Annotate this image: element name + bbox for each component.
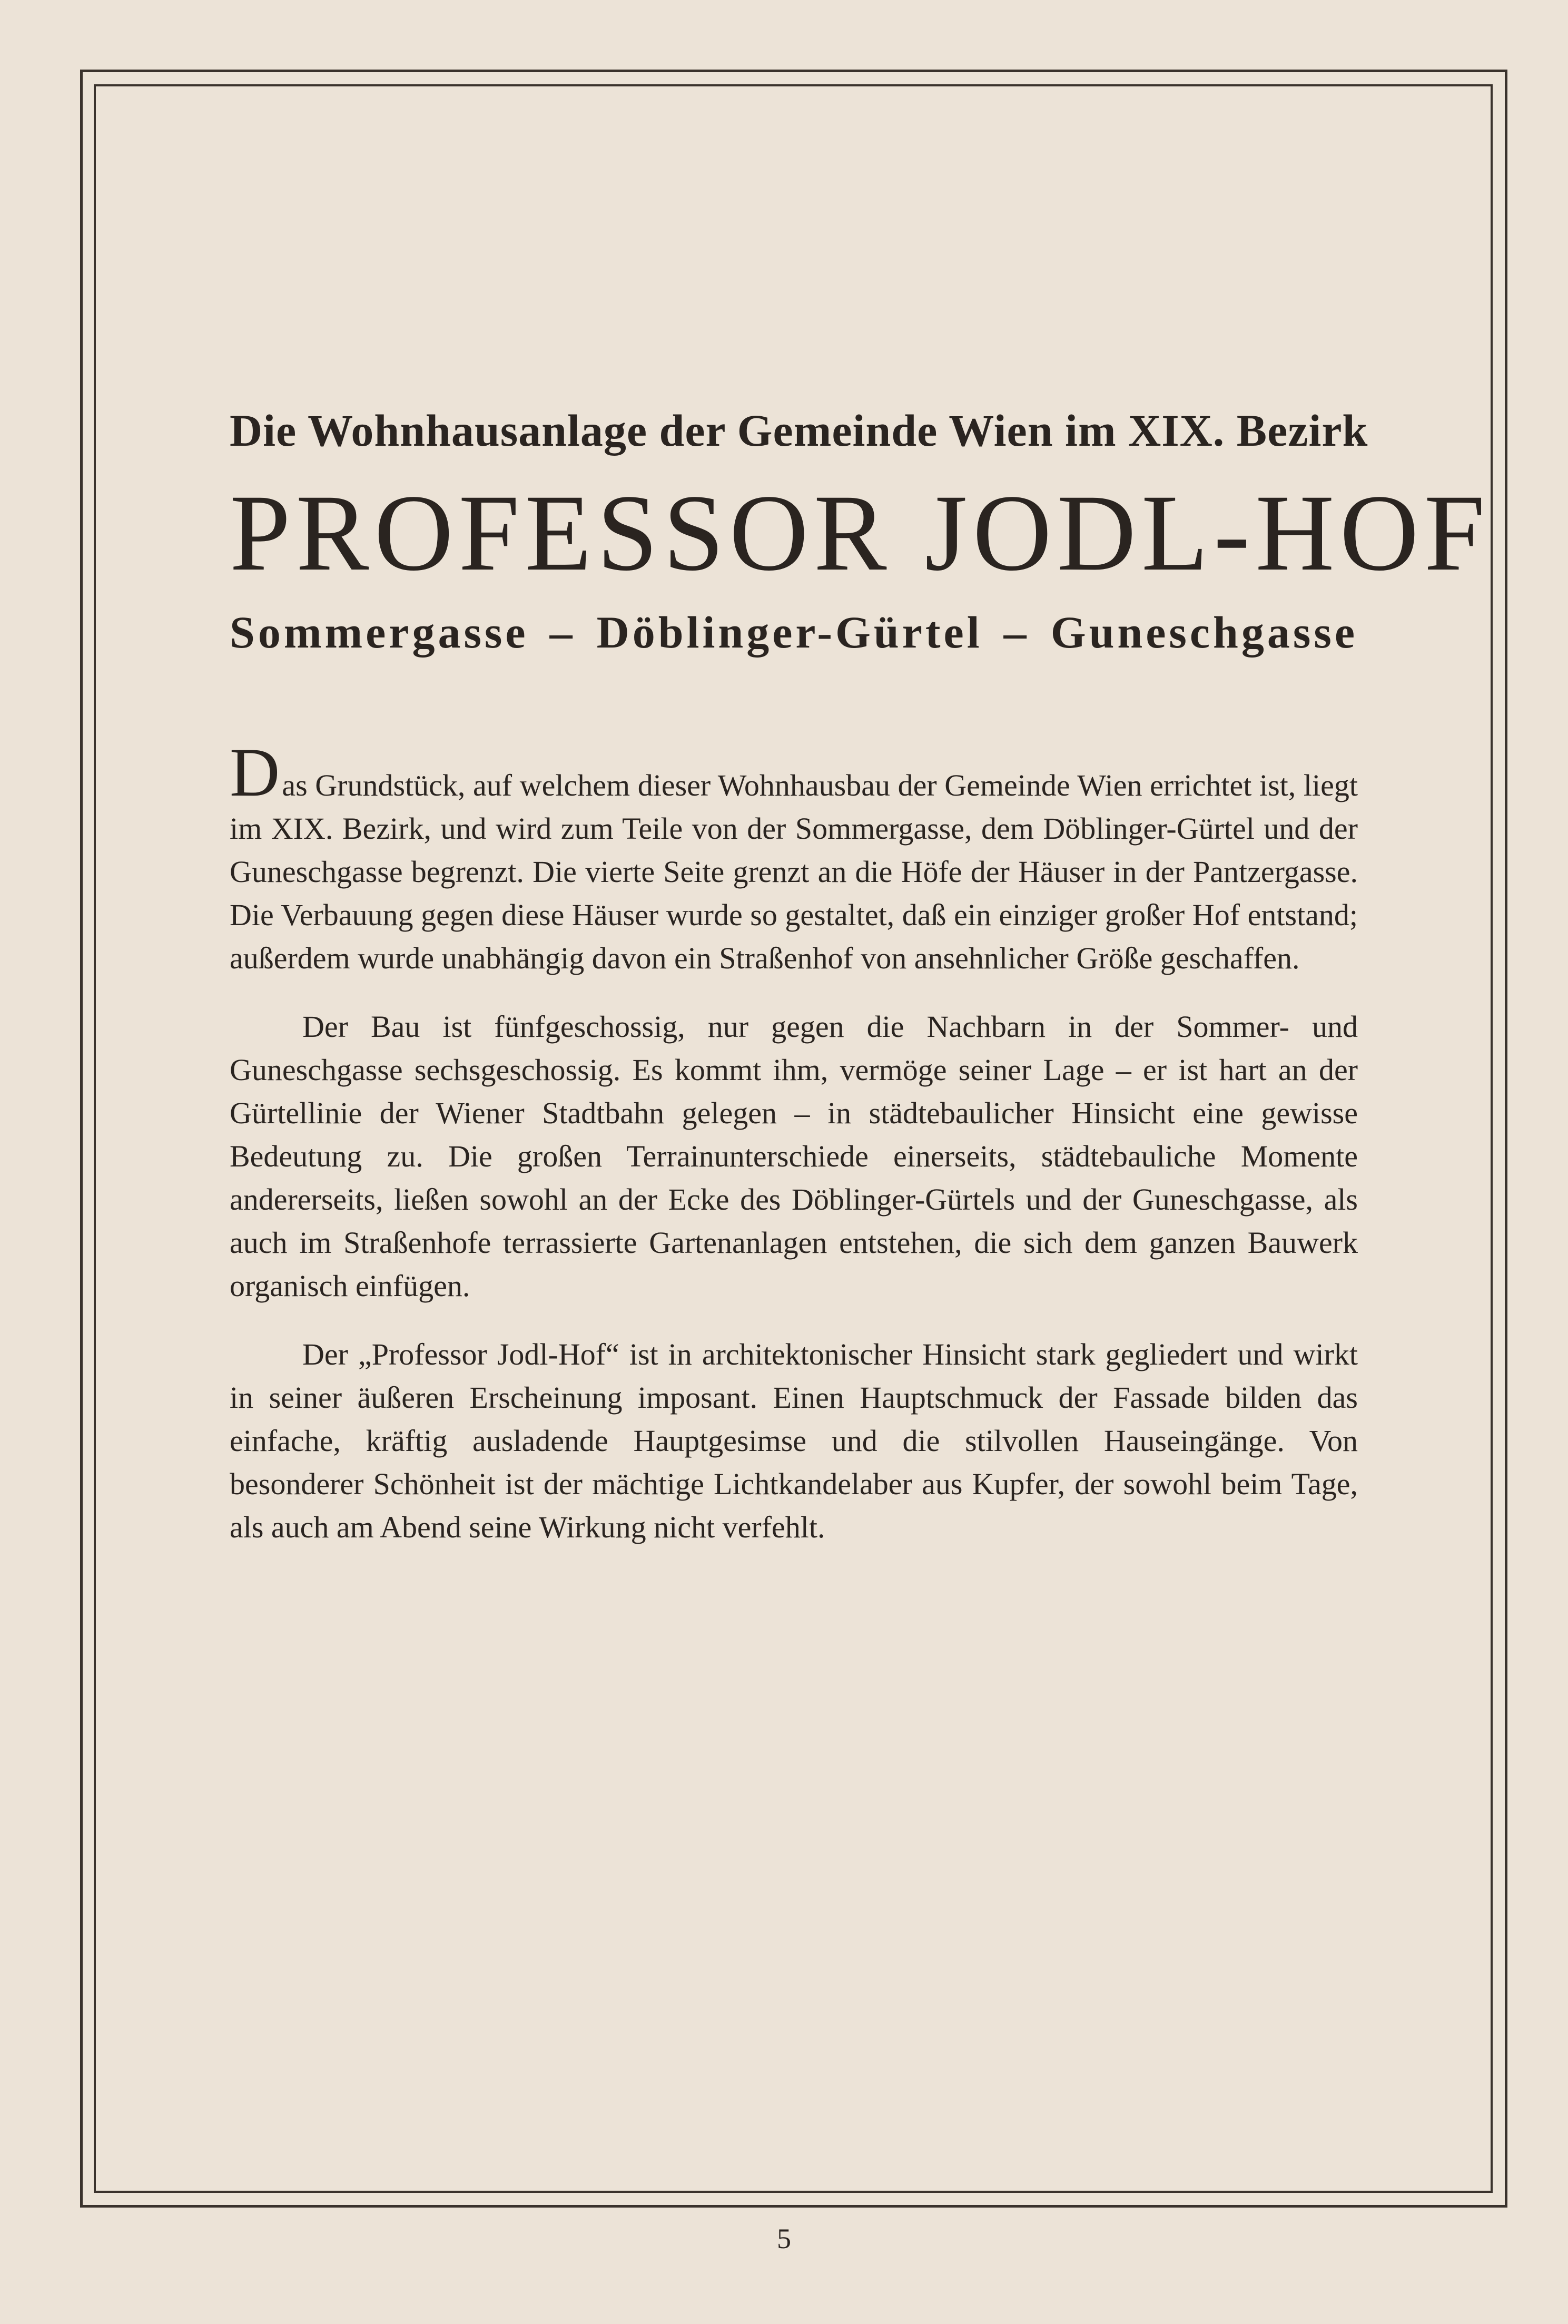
page-title: PROFESSOR JODL-HOF [230, 472, 1491, 593]
page-subtitle: Die Wohnhausanlage der Gemeinde Wien im XIX. Bezirk [230, 405, 1368, 456]
drop-cap-initial: D [230, 733, 280, 811]
paragraph-1 [230, 733, 1358, 980]
page-number: 5 [777, 2223, 791, 2254]
street-names: Sommergasse – Döblinger-Gürtel – Guneschgasse [230, 606, 1358, 658]
page-content [230, 405, 1491, 1549]
paragraph-1-text: as Grundstück, auf welchem dieser Wohnhausbau der Gemeinde Wien errichtet ist, liegt im XIX. Bezirk, und wird zum Teile von der Sommergasse, dem Döblinger-Gürtel und der Guneschgasse begrenzt. Die vierte Seite grenzt an die Höfe der Häuser in der Pantzergasse. Die Verbauung gegen diese Häuser wurde so gestaltet, daß ein einziger großer Hof entstand; außerdem wurde unabhängig davon ein Straßenhof von ansehnlicher Größe geschaffen. [230, 768, 1358, 976]
paragraph-3: Der „Professor Jodl-Hof“ ist in architektonischer Hinsicht stark gegliedert und wirkt in seiner äußeren Erscheinung imposant. Einen Hauptschmuck der Fassade bilden das einfache, kräftig ausladende Hauptgesimse und die stilvollen Hauseingänge. Von besonderer Schönheit ist der mächtige Lichtkandelaber aus Kupfer, der sowohl beim Tage, als auch am Abend seine Wirkung nicht verfehlt. [230, 1337, 1358, 1545]
body-text [230, 733, 1358, 1549]
paragraph-2: Der Bau ist fünfgeschossig, nur gegen die Nachbarn in der Sommer- und Guneschgasse sechsgeschossig. Es kommt ihm, vermöge seiner Lage – er ist hart an der Gürtellinie der Wiener Stadtbahn gelegen – in städtebaulicher Hinsicht eine gewisse Bedeutung zu. Die großen Terrainunterschiede einerseits, städtebauliche Momente andererseits, ließen sowohl an der Ecke des Döblinger-Gürtels und der Guneschgasse, als auch im Straßenhofe terrassierte Gartenanlagen entstehen, die sich dem ganzen Bauwerk organisch einfügen. [230, 1009, 1358, 1303]
